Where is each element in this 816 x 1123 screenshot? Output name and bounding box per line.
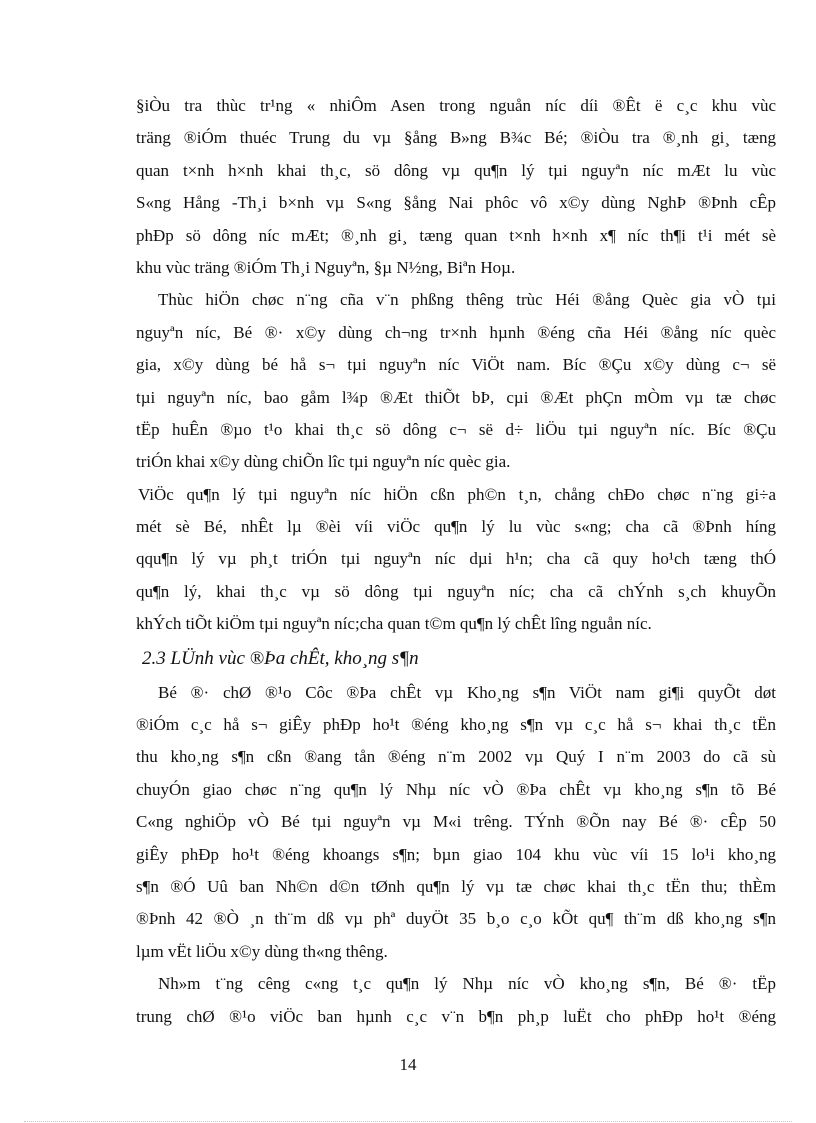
text-line: nguyªn níc, Bé ®· x©y dùng ch¬ng tr×nh hµnh ®éng cña Héi ®ång níc quèc bbox=[136, 322, 776, 342]
paragraph-mineral-regulation bbox=[136, 968, 776, 1033]
paragraph-water-management bbox=[136, 479, 776, 641]
text-line: S«ng Hång -Th¸i b×nh vµ S«ng §ång Nai phôc vô x©y dùng NghÞ ®Þnh cÊp bbox=[136, 193, 776, 213]
text-line: tµi nguyªn níc, bao gåm l¾p ®Æt thiÕt bÞ, cµi ®Æt phÇn mÒm vµ tæ chøc bbox=[136, 387, 776, 407]
text-line: Thùc hiÖn chøc n¨ng cña v¨n phßng thêng trùc Héi ®ång Quèc gia vÒ tµi bbox=[158, 290, 776, 310]
text-line: giÊy phÐp ho¹t ®éng khoangs s¶n; bµn giao 104 khu vùc víi 15 lo¹i kho¸ng bbox=[136, 844, 776, 864]
page-bottom-divider bbox=[24, 1121, 792, 1122]
text-line: Bé ®· chØ ®¹o Côc ®Þa chÊt vµ Kho¸ng s¶n ViÖt nam gi¶i quyÕt døt bbox=[158, 682, 776, 702]
text-line: khÝch tiÕt kiÖm tµi nguyªn níc;cha quan t©m qu¶n lý chÊt lîng nguån níc. bbox=[136, 614, 652, 634]
body-text bbox=[136, 90, 776, 1033]
text-line: §iÒu tra thùc tr¹ng « nhiÔm Asen trong nguån níc díi ®Êt ë c¸c khu vùc bbox=[136, 96, 776, 115]
section-heading: 2.3 LÜnh vùc ®Þa chÊt, kho¸ng s¶n bbox=[142, 647, 419, 669]
text-line: triÓn khai x©y dùng chiÕn lîc tµi nguyªn níc quèc gia. bbox=[136, 452, 511, 472]
text-line: ViÖc qu¶n lý tµi nguyªn níc hiÖn cßn ph©n t¸n, chång chÐo chøc n¨ng gi÷a bbox=[138, 484, 776, 504]
text-line: ®iÓm c¸c hå s¬ giÊy phÐp ho¹t ®éng kho¸ng s¶n vµ c¸c hå s¬ khai th¸c tËn bbox=[136, 715, 776, 735]
text-line: quan t×nh h×nh khai th¸c, sö dông vµ qu¶n lý tµi nguyªn níc mÆt lu vùc bbox=[136, 160, 776, 180]
text-line: tËp huÊn ®µo t¹o khai th¸c sö dông c¬ së d÷ liÖu tµi nguyªn níc. Bíc ®Çu bbox=[136, 419, 776, 439]
text-line: thu kho¸ng s¶n cßn ®ang tån ®éng n¨m 2002 vµ Quý I n¨m 2003 do cã sù bbox=[136, 747, 776, 767]
paragraph-water-council bbox=[136, 284, 776, 478]
text-line: lµm vËt liÖu x©y dùng th«ng thêng. bbox=[136, 941, 388, 961]
text-line: phÐp sö dông níc mÆt; ®¸nh gi¸ tæng quan t×nh h×nh x¶ níc th¶i t¹i mét sè bbox=[136, 225, 776, 245]
text-line: qqu¶n lý vµ ph¸t triÓn tµi nguyªn níc dµi h¹n; cha cã quy ho¹ch tæng thÓ bbox=[136, 549, 776, 569]
text-line: ®Þnh 42 ®Ò ¸n th¨m dß vµ phª duyÖt 35 b¸o c¸o kÕt qu¶ th¨m dß kho¸ng s¶n bbox=[136, 909, 776, 929]
paragraph-asen-survey bbox=[136, 90, 776, 284]
text-line: gia, x©y dùng bé hå s¬ tµi nguyªn níc ViÖt nam. Bíc ®Çu x©y dùng c¬ së bbox=[136, 355, 776, 375]
paragraph-geology-minerals bbox=[136, 677, 776, 969]
text-line: trung chØ ®¹o viÖc ban hµnh c¸c v¨n b¶n ph¸p luËt cho phÐp ho¹t ®éng bbox=[136, 1006, 776, 1026]
text-line: khu vùc träng ®iÓm Th¸i Nguyªn, §µ N½ng, Biªn Hoµ. bbox=[136, 257, 516, 277]
text-line: C«ng nghiÖp vÒ Bé tµi nguyªn vµ M«i trêng. TÝnh ®Õn nay Bé ®· cÊp 50 bbox=[136, 812, 776, 832]
text-line: Nh»m t¨ng cêng c«ng t¸c qu¶n lý Nhµ níc vÒ kho¸ng s¶n, Bé ®· tËp bbox=[158, 974, 776, 994]
text-line: mét sè Bé, nhÊt lµ ®èi víi viÖc qu¶n lý lu vùc s«ng; cha cã ®Þnh híng bbox=[136, 517, 776, 537]
text-line: chuyÓn giao chøc n¨ng qu¶n lý Nhµ níc vÒ ®Þa chÊt vµ kho¸ng s¶n tõ Bé bbox=[136, 779, 776, 799]
text-line: qu¶n lý, khai th¸c vµ sö dông tµi nguyªn níc; cha cã chÝnh s¸ch khuyÕn bbox=[136, 581, 776, 601]
text-line: s¶n ®Ó Uû ban Nh©n d©n tØnh qu¶n lý vµ tæ chøc khai th¸c tËn thu; thÈm bbox=[136, 876, 776, 896]
text-line: träng ®iÓm thuéc Trung du vµ §ång B»ng B¾c Bé; ®iÒu tra ®¸nh gi¸ tæng bbox=[136, 128, 776, 148]
page-number: 14 bbox=[399, 1055, 417, 1074]
